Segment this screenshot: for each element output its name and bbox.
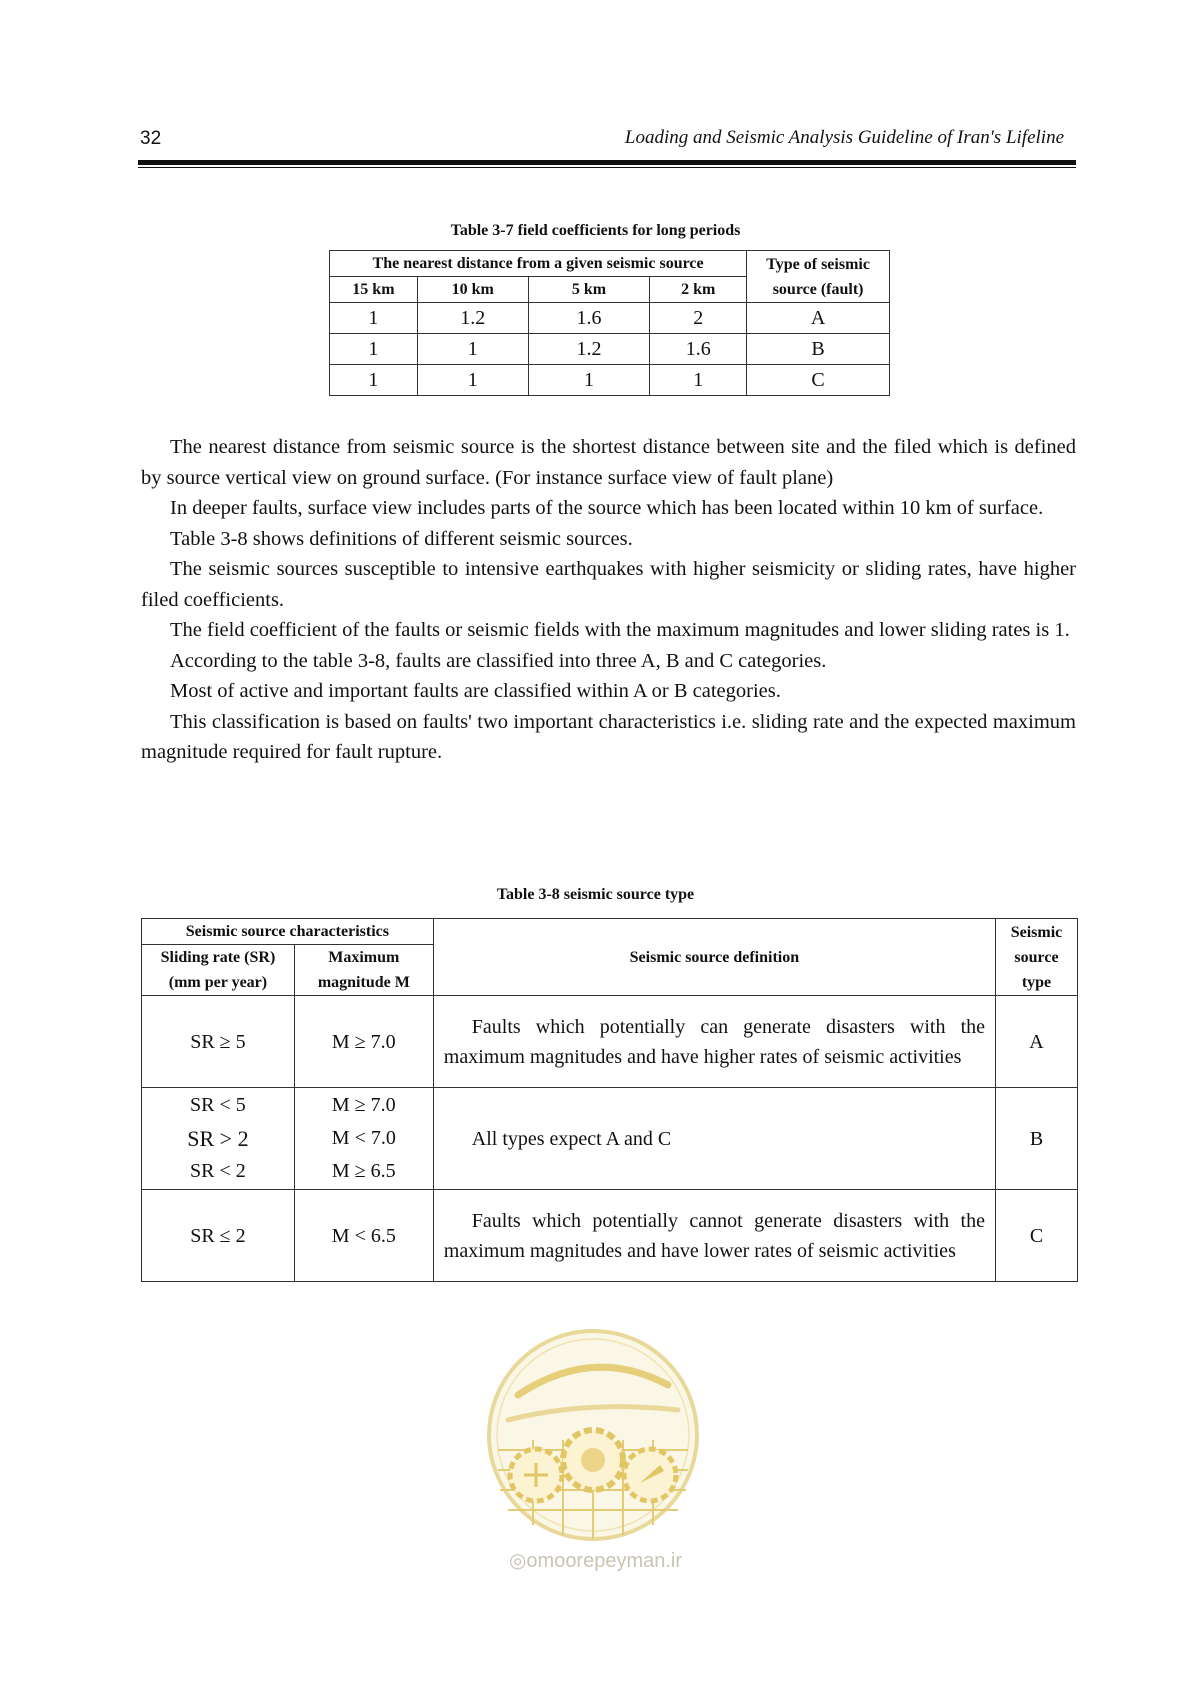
table-3-8-caption: Table 3-8 seismic source type — [496, 886, 695, 903]
characteristics-header: Seismic source characteristics — [142, 919, 434, 945]
running-title: Loading and Seismic Analysis Guideline of Iran's Lifeline — [624, 127, 1064, 148]
magnitude-value: M ≥ 7.0 — [331, 1094, 396, 1116]
sliding-rate-value: SR < 5 — [190, 1094, 246, 1116]
coefficient-cell: 1 — [330, 334, 418, 365]
page-number: 32 — [140, 128, 162, 149]
coefficient-cell: 1.6 — [650, 334, 747, 365]
coefficient-cell: 1.6 — [528, 303, 650, 334]
paragraph: The seismic sources susceptible to intensive earthquakes with higher seismicity or sliding rates, have higher filed coefficients. — [141, 558, 1076, 611]
table-3-7-caption: Table 3-7 field coefficients for long periods — [450, 222, 741, 239]
magnitude-cell: M ≥ 7.0 — [294, 996, 433, 1088]
max-magnitude-header: Maximum magnitude M — [294, 945, 433, 996]
paragraph: The field coefficient of the faults or seismic fields with the maximum magnitudes and lower sliding rates is 1. — [170, 619, 1070, 641]
coefficient-cell: 2 — [650, 303, 747, 334]
magnitude-cell: M < 6.5 — [294, 1190, 433, 1282]
sliding-rate-header: Sliding rate (SR)(mm per year) — [142, 945, 295, 996]
definition-cell: All types expect A and C — [433, 1088, 995, 1190]
fault-type-cell: C — [747, 365, 890, 396]
source-type-header: Seismic source type — [996, 919, 1078, 996]
distance-header: 2 km — [650, 277, 747, 303]
definition-text: Faults which potentially cannot generate disasters with the maximum magnitudes and have lower rates of seismic activities — [443, 1209, 985, 1262]
paragraph: According to the table 3-8, faults are classified into three A, B and C categories. — [170, 649, 827, 672]
distance-group-header: The nearest distance from a given seismic source — [330, 251, 747, 277]
coefficient-cell: 1 — [330, 303, 418, 334]
table-3-7 — [329, 250, 890, 396]
coefficient-cell: 1.2 — [417, 303, 528, 334]
paragraph: Most of active and important faults are classified within A or B categories. — [170, 680, 781, 702]
publisher-seal-watermark — [478, 1325, 708, 1565]
coefficient-cell: 1 — [528, 365, 650, 396]
sliding-rate-value: SR > 2 — [187, 1126, 249, 1151]
table-row — [330, 365, 890, 396]
definition-text: Faults which potentially can generate disasters with the maximum magnitudes and have higher rates of seismic activities — [443, 1015, 985, 1068]
fault-type-cell: B — [747, 334, 890, 365]
sliding-rate-cell: SR ≥ 5 — [142, 996, 295, 1088]
header-rule-thin — [138, 167, 1076, 168]
watermark-url: ◎omoorepeyman.ir — [508, 1550, 683, 1572]
table-row — [330, 303, 890, 334]
source-type-cell: A — [996, 996, 1078, 1088]
definition-cell — [433, 1190, 995, 1282]
table-row — [142, 996, 1078, 1088]
body-text — [141, 432, 1076, 768]
table-row — [142, 1190, 1078, 1282]
distance-header: 10 km — [417, 277, 528, 303]
distance-header: 15 km — [330, 277, 418, 303]
fault-type-header: Type of seismic source (fault) — [747, 251, 890, 303]
table-3-8 — [141, 918, 1078, 1282]
magnitude-value: M < 7.0 — [331, 1127, 396, 1149]
distance-header: 5 km — [528, 277, 650, 303]
sliding-rate-cell — [142, 1088, 295, 1190]
source-type-cell: B — [996, 1088, 1078, 1190]
coefficient-cell: 1 — [330, 365, 418, 396]
fault-type-cell: A — [747, 303, 890, 334]
sliding-rate-value: SR < 2 — [190, 1160, 246, 1182]
table-row — [330, 334, 890, 365]
definition-header: Seismic source definition — [433, 919, 995, 996]
definition-cell — [433, 996, 995, 1088]
coefficient-cell: 1 — [417, 334, 528, 365]
coefficient-cell: 1.2 — [528, 334, 650, 365]
paragraph: In deeper faults, surface view includes parts of the source which has been located within 10 km of surface. — [170, 497, 1044, 519]
paragraph: This classification is based on faults' two important characteristics i.e. sliding rate and the expected maximum magnitude required for fault rupture. — [141, 710, 1076, 763]
table-row — [142, 1088, 1078, 1190]
paragraph: Table 3-8 shows definitions of different seismic sources. — [170, 527, 633, 550]
header-rule-thick — [138, 160, 1076, 165]
source-type-cell: C — [996, 1190, 1078, 1282]
coefficient-cell: 1 — [417, 365, 528, 396]
coefficient-cell: 1 — [650, 365, 747, 396]
magnitude-value: M ≥ 6.5 — [331, 1160, 396, 1182]
paragraph: The nearest distance from seismic source is the shortest distance between site and the filed which is defined by source vertical view on ground surface. (For instance surface view of fault plane) — [141, 436, 1076, 489]
magnitude-cell — [294, 1088, 433, 1190]
sliding-rate-cell: SR ≤ 2 — [142, 1190, 295, 1282]
